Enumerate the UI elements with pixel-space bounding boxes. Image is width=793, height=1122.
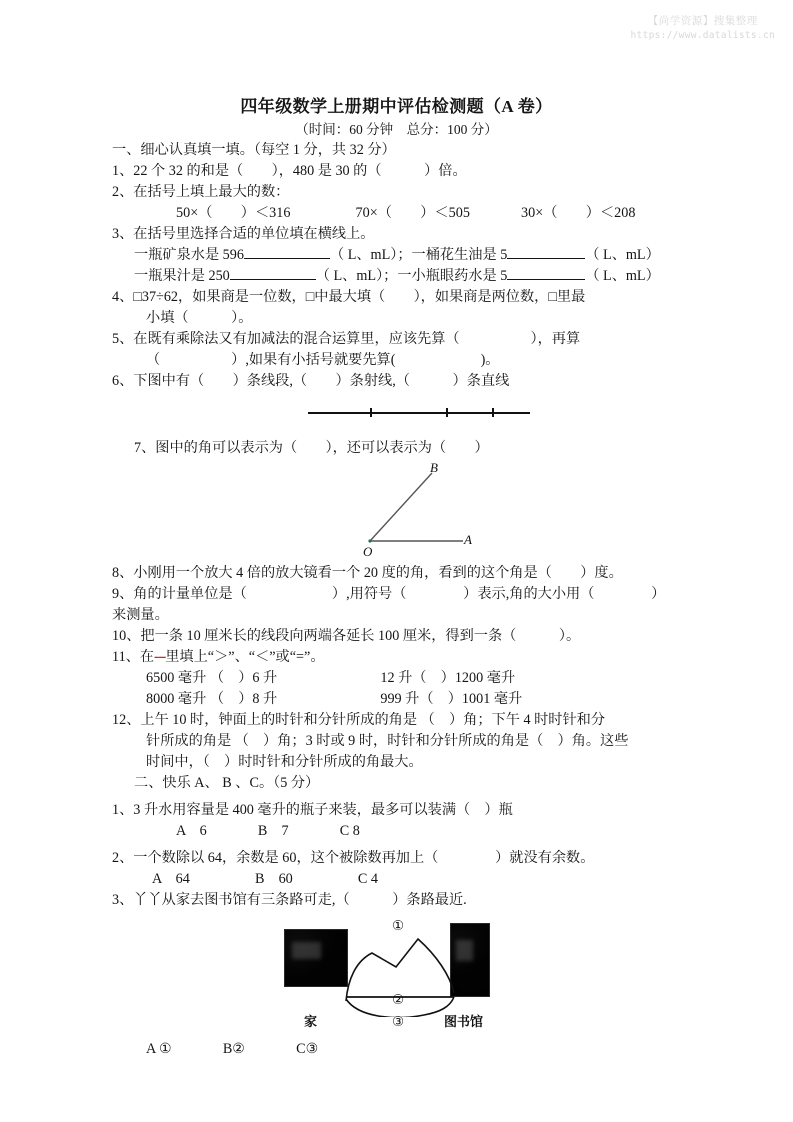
s2-q2-options — [112, 869, 690, 890]
s1-q6: 6、下图中有（ ）条线段,（ ）条射线,（ ）条直线 — [112, 373, 510, 389]
s1-q3-l1-text-c: （ L、mL） — [585, 247, 660, 263]
route-label-3: ③ — [392, 1014, 405, 1029]
number-line-tick-3 — [492, 408, 494, 417]
watermark-title: 【尚学资源】搜集整理 — [647, 15, 758, 27]
s1-q11-text-a: 11、在 — [112, 649, 155, 665]
s1-q3-l2-text-c: （ L、mL） — [585, 268, 660, 284]
home-caption: 家 — [304, 1014, 318, 1029]
page-subtitle: （时间：60 分钟 总分：100 分） — [295, 122, 498, 137]
s2-q1-option-b[interactable]: B 7 — [257, 823, 289, 839]
s1-q3-line2 — [112, 266, 690, 287]
figure-route-map — [112, 917, 690, 1039]
s2-q3-option-b[interactable]: B② — [222, 1041, 246, 1057]
route-label-1: ① — [392, 918, 405, 933]
s2-q1-option-c[interactable]: C 8 — [339, 823, 360, 839]
s1-q11-row2-right: 999 升（ ）1001 毫升 — [380, 691, 523, 707]
page-title: 四年级数学上册期中评估检测题（A 卷） — [240, 97, 553, 116]
number-line-stroke — [308, 412, 530, 414]
s2-q3: 3、丫丫从家去图书馆有三条路可走,（ ）条路最近. — [112, 892, 467, 908]
s1-q3-l2-text-b: （ L、mL）；一小瓶眼药水是 5 — [315, 268, 508, 284]
s1-q1: 1、22 个 32 的和是（ ），480 是 30 的（ ）倍。 — [112, 163, 467, 179]
number-line-tick-2 — [446, 408, 448, 417]
unit-blank-2[interactable] — [507, 258, 585, 259]
library-caption: 图书馆 — [444, 1014, 484, 1029]
s1-q2-items — [112, 203, 690, 224]
s2-q2: 2、一个数除以 64，余数是 60，这个被除数再加上（ ）就没有余数。 — [112, 850, 595, 866]
unit-blank-3[interactable] — [230, 279, 316, 280]
s1-q12-cont-1: 针所成的角是 （ ）角；3 时或 9 时，时针和分针所成的角是（ ）角。这些 — [146, 733, 629, 749]
s1-q11-dashes: --- — [154, 649, 166, 665]
angle-label-a: A — [464, 532, 472, 547]
s1-q4: 4、□37÷62，如果商是一位数，□中最大填（ ），如果商是两位数，□里最 — [112, 289, 586, 305]
angle-label-b: B — [430, 460, 438, 475]
route-label-2: ② — [392, 992, 405, 1007]
unit-blank-4[interactable] — [507, 279, 585, 280]
s1-q12: 12、上午 10 时，钟面上的时针和分针所成的角是 （ ）角；下午 4 时时针和分 — [112, 712, 606, 728]
s1-q11-row-1 — [112, 668, 690, 689]
s2-q1-options — [112, 821, 690, 842]
s1-q11 — [112, 647, 690, 668]
s1-q3: 3、在括号里选择合适的单位填在横线上。 — [112, 226, 375, 242]
s1-q3-l1-text-b: （ L、mL）；一桶花生油是 5 — [329, 247, 508, 263]
s1-q10: 10、把一条 10 厘米长的线段向两端各延长 100 厘米，得到一条（ ）。 — [112, 628, 581, 644]
s1-q2-item-3: 30×（ ）＜208 — [521, 205, 636, 221]
s2-q1: 1、3 升水用容量是 400 毫升的瓶子来装，最多可以装满（ ）瓶 — [112, 802, 513, 818]
figure-number-line — [112, 398, 690, 432]
s2-q3-option-c[interactable]: C③ — [296, 1041, 319, 1057]
unit-blank-1[interactable] — [244, 258, 330, 259]
section1-heading: 一、细心认真填一填。（每空 1 分，共 32 分） — [112, 142, 396, 158]
s1-q3-line1 — [112, 245, 690, 266]
s1-q11-row2-left: 8000 毫升 （ ）8 升 — [146, 691, 278, 707]
s1-q11-row-2 — [112, 689, 690, 710]
s2-q2-option-a[interactable]: A 64 — [152, 871, 190, 887]
ray-ob — [370, 473, 432, 541]
s1-q11-row1-right: 12 升（ ）1200 毫升 — [380, 670, 516, 686]
s1-q4-cont: 小填（ ）。 — [146, 310, 253, 326]
s1-q5: 5、在既有乘除法又有加减法的混合运算里，应该先算（ ），再算 — [112, 331, 581, 347]
s1-q2: 2、在括号上填上最大的数： — [112, 184, 290, 200]
s2-q3-options — [112, 1039, 690, 1060]
watermark-url: https://www.datalists.cn — [630, 30, 775, 42]
s1-q8: 8、小刚用一个放大 4 倍的放大镜看一个 20 度的角，看到的这个角是（ ）度。 — [112, 565, 623, 581]
s1-q2-item-2: 70×（ ）＜505 — [355, 205, 470, 221]
s2-q2-option-b[interactable]: B 60 — [254, 871, 293, 887]
s1-q2-item-1: 50×（ ）＜316 — [176, 205, 291, 221]
watermark — [631, 14, 775, 43]
s1-q9-cont: 来测量。 — [112, 607, 169, 623]
s1-q9: 9、角的计量单位是（ ）,用符号（ ）表示,角的大小用（ ） — [112, 586, 666, 602]
s1-q11-row1-left: 6500 毫升 （ ）6 升 — [146, 670, 278, 686]
s2-q2-option-c[interactable]: C 4 — [357, 871, 378, 887]
figure-angle — [112, 459, 690, 563]
s1-q12-cont-2: 时间中，（ ）时时针和分针所成的角最大。 — [146, 754, 423, 770]
s1-q7: 7、图中的角可以表示为（ ），还可以表示为（ ） — [134, 440, 489, 456]
section2-heading: 二、快乐 A、 B 、C。（5 分） — [134, 775, 320, 791]
number-line-tick-1 — [370, 408, 372, 417]
s1-q3-l1-text-a: 一瓶矿泉水是 596 — [134, 247, 244, 263]
s2-q3-option-a[interactable]: A ① — [146, 1041, 172, 1057]
angle-svg — [360, 459, 480, 555]
s1-q3-l2-text-a: 一瓶果汁是 250 — [134, 268, 230, 284]
s1-q5-cont: （ ）,如果有小括号就要先算( )。 — [146, 352, 500, 368]
route-map-drawing — [284, 917, 512, 1035]
angle-label-o: O — [363, 544, 373, 559]
angle-drawing — [360, 459, 480, 562]
s2-q1-option-a[interactable]: A 6 — [176, 823, 207, 839]
exam-body — [112, 140, 690, 1060]
s1-q11-text-b: 里填上“＞”、“＜”或“=”。 — [165, 649, 325, 665]
